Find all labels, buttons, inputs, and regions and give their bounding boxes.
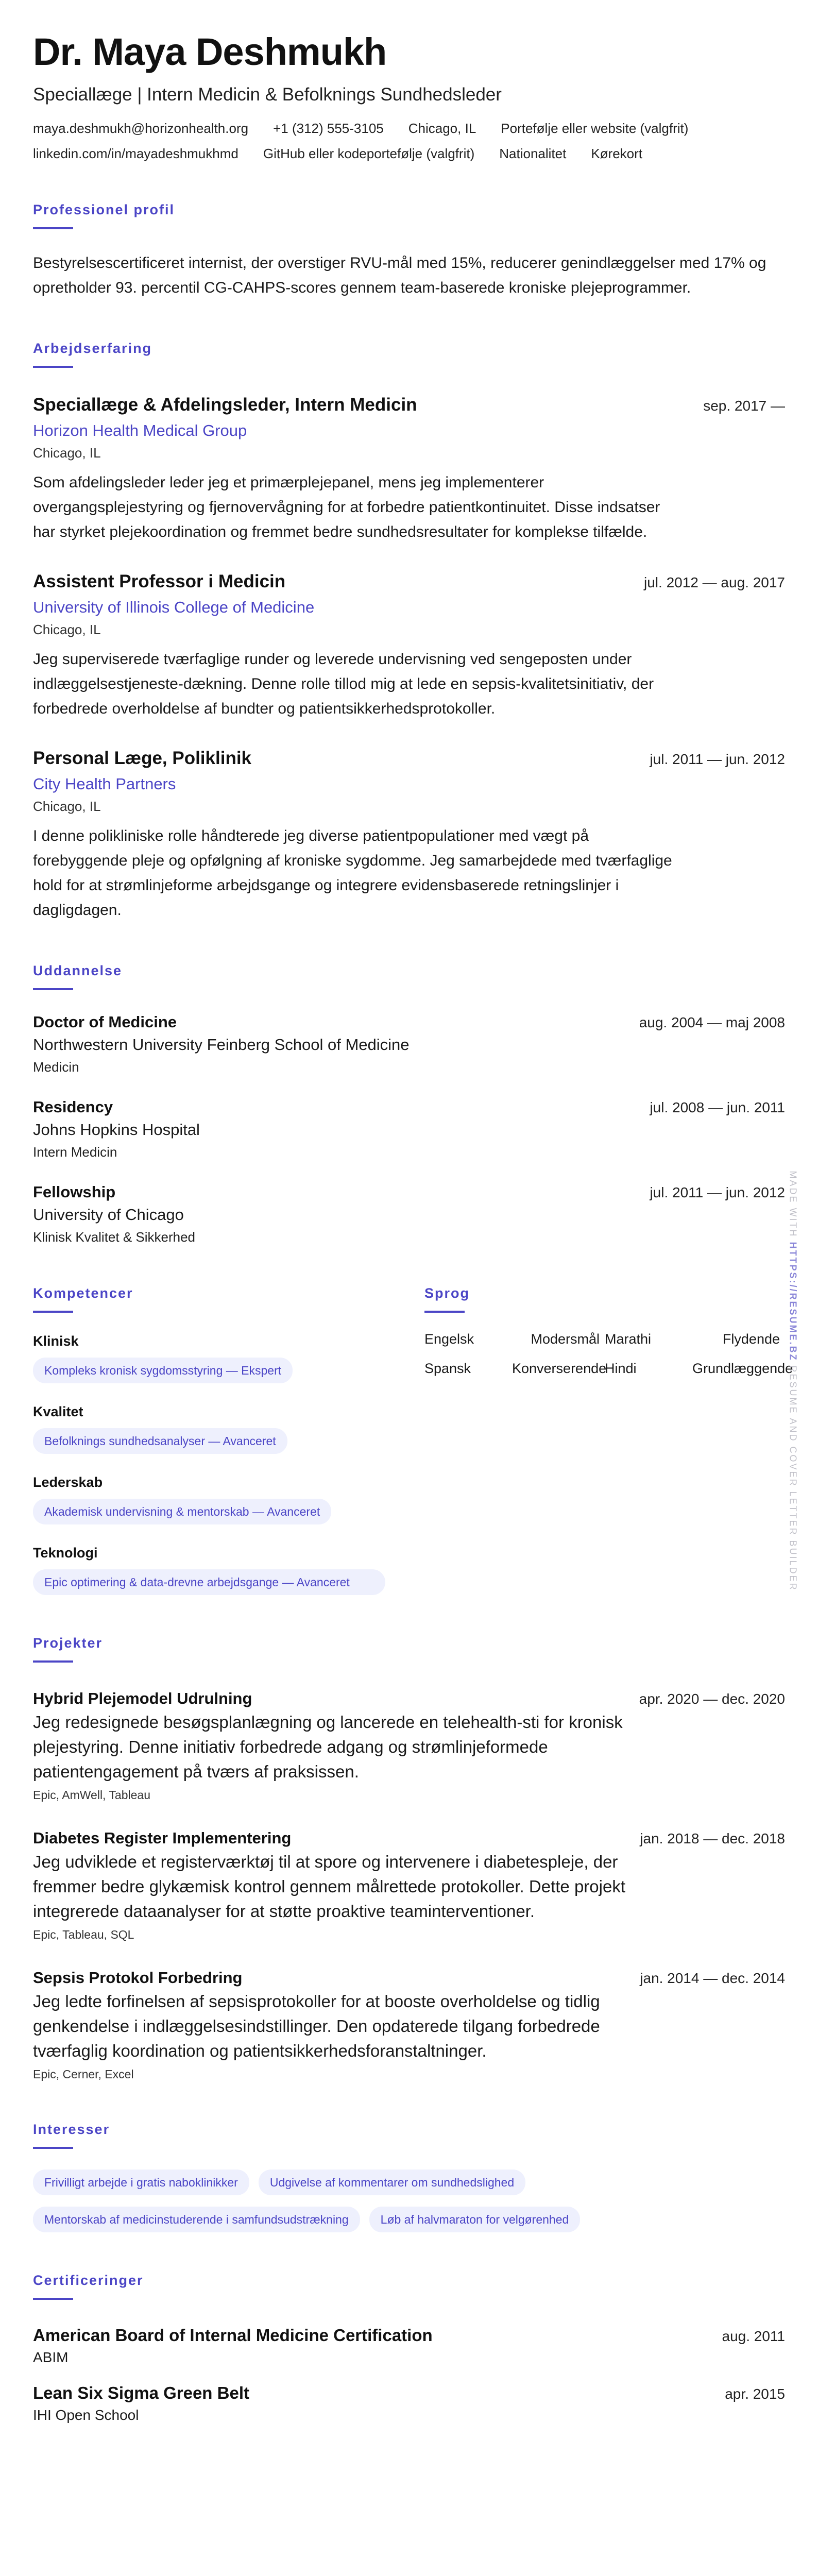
watermark-prefix: MADE WITH xyxy=(788,1171,798,1238)
watermark-link[interactable]: HTTPS://RESUME.BZ xyxy=(788,1242,798,1362)
section-rule xyxy=(33,227,73,229)
section-rule xyxy=(33,2147,73,2149)
interest-chip: Mentorskab af medicinstuderende i samfundsudstrækning xyxy=(33,2207,360,2232)
skill-group xyxy=(33,1404,424,1454)
project-date: jan. 2018 — dec. 2018 xyxy=(640,1831,785,1846)
builder-watermark-text xyxy=(788,1170,798,1592)
section-rule xyxy=(424,1311,465,1313)
project-date: jan. 2014 — dec. 2014 xyxy=(640,1970,785,1986)
project-title: Sepsis Protokol Forbedring xyxy=(33,1969,243,1987)
contact-list xyxy=(33,121,795,162)
job-company: Horizon Health Medical Group xyxy=(33,421,247,439)
contact-phone[interactable]: +1 (312) 555-3105 xyxy=(273,121,384,136)
language-name: Engelsk xyxy=(424,1331,474,1347)
job-title: Assistent Professor i Medicin xyxy=(33,571,286,591)
skill-group-name: Kvalitet xyxy=(33,1404,83,1419)
project-title: Diabetes Register Implementering xyxy=(33,1829,292,1847)
section-title: Certificeringer xyxy=(33,2273,144,2288)
job-description: I denne polikliniske rolle håndterede jeg diverse patientpopulationer med vægt på forebyggende pleje og opfølgning af kroniske sygdomme. Jeg samarbejdede med tværfaglige hold for at strømlinjeforme arbejdsgange og integrere evidensbaserede retningslinjer i dagligdagen. xyxy=(33,827,672,919)
contact-github[interactable]: GitHub eller kodeportefølje (valgfrit) xyxy=(263,146,475,161)
certification-entry xyxy=(33,2383,785,2424)
language-name: Marathi xyxy=(605,1331,652,1347)
section-title: Interesser xyxy=(33,2122,110,2137)
education-entry xyxy=(33,1098,785,1160)
education-field: Medicin xyxy=(33,1059,79,1075)
job-title: Personal Læge, Poliklinik xyxy=(33,748,252,768)
profile-text: Bestyrelsescertificeret internist, der overstiger RVU-mål med 15%, reducerer genindlæggelser med 17% og opretholder 93. percentil CG-CAHPS-scores gennem team-baserede kroniske plejeprogrammer. xyxy=(33,255,766,296)
job-company: University of Illinois College of Medicine xyxy=(33,598,315,616)
project-date: apr. 2020 — dec. 2020 xyxy=(639,1691,785,1707)
skill-group-name: Teknologi xyxy=(33,1545,98,1561)
section-title: Projekter xyxy=(33,1635,103,1651)
education-institution: University of Chicago xyxy=(33,1206,184,1224)
education-entry xyxy=(33,1183,785,1245)
language-name: Spansk xyxy=(424,1361,471,1376)
job-date: jul. 2011 — jun. 2012 xyxy=(650,751,785,767)
language-name: Hindi xyxy=(605,1361,637,1376)
education-date: aug. 2004 — maj 2008 xyxy=(639,1014,785,1030)
certification-name: Lean Six Sigma Green Belt xyxy=(33,2383,249,2402)
candidate-headline: Speciallæge | Intern Medicin & Befolknings Sundhedsleder xyxy=(33,84,502,105)
section-title: Kompetencer xyxy=(33,1285,133,1301)
skill-chip: Epic optimering & data-drevne arbejdsgange — Avanceret xyxy=(33,1569,385,1595)
skill-chip: Befolknings sundhedsanalyser — Avanceret xyxy=(33,1428,287,1454)
contact-portfolio[interactable]: Portefølje eller website (valgfrit) xyxy=(501,121,689,136)
certification-entry xyxy=(33,2326,785,2366)
skill-chip: Akademisk undervisning & mentorskab — Avanceret xyxy=(33,1499,331,1524)
education-section xyxy=(33,963,785,1245)
project-tech: Epic, Cerner, Excel xyxy=(33,2067,134,2081)
project-entry xyxy=(33,1689,785,1802)
job-location: Chicago, IL xyxy=(33,445,101,461)
job-date: sep. 2017 — xyxy=(703,398,785,414)
skill-group xyxy=(33,1475,424,1524)
job-description: Jeg superviserede tværfaglige runder og leverede undervisning ved sengeposten under indlæggelsestjeneste-dækning. Denne rolle tillod mig at lede en sepsis-kvalitetsinitiativ, der forbedrede overholdelse af bundter og patientsikkerhedsprotokoller. xyxy=(33,651,654,717)
project-title: Hybrid Plejemodel Udrulning xyxy=(33,1689,252,1707)
language-list xyxy=(424,1331,793,1377)
project-description: Jeg udviklede et registerværktøj til at spore og intervenere i diabetespleje, der fremmer bedre glykæmisk kontrol gennem målrettede protokoller. Dette projekt integrerede dataanalyser for at støtte proaktive teaminterventioner. xyxy=(33,1852,625,1921)
projects-section xyxy=(33,1635,785,2081)
skills-section xyxy=(33,1285,424,1595)
education-date: jul. 2011 — jun. 2012 xyxy=(650,1184,785,1200)
skill-group-name: Lederskab xyxy=(33,1475,103,1490)
job-description: Som afdelingsleder leder jeg et primærplejepanel, mens jeg implementerer overgangsplejestyring og fjernovervågning for at forbedre patientkontinuitet. Disse indsatser har styrket plejekoordination og fremmet bedre sundhedsresultater for komplekse tilfælde. xyxy=(33,474,660,540)
contact-nationality: Nationalitet xyxy=(499,146,567,161)
interest-chip: Frivilligt arbejde i gratis naboklinikker xyxy=(33,2170,249,2195)
job-entry xyxy=(33,748,785,923)
contact-email[interactable]: maya.deshmukh@horizonhealth.org xyxy=(33,121,249,136)
education-degree: Doctor of Medicine xyxy=(33,1013,177,1031)
interests-section xyxy=(33,2122,785,2232)
language-level: Konverserende xyxy=(512,1361,607,1376)
contact-location: Chicago, IL xyxy=(408,121,476,136)
skill-group xyxy=(33,1333,424,1383)
section-title: Sprog xyxy=(424,1285,470,1301)
education-institution: Northwestern University Feinberg School of Medicine xyxy=(33,1036,410,1054)
project-tech: Epic, AmWell, Tableau xyxy=(33,1788,150,1802)
job-entry xyxy=(33,395,785,545)
section-title: Arbejdserfaring xyxy=(33,341,152,356)
project-tech: Epic, Tableau, SQL xyxy=(33,1928,134,1941)
section-title: Professionel profil xyxy=(33,202,175,217)
language-level: Modersmål xyxy=(531,1331,600,1347)
watermark-suffix: RESUME AND COVER LETTER BUILDER xyxy=(788,1365,798,1591)
section-rule xyxy=(33,2298,73,2300)
section-rule xyxy=(33,366,73,368)
certification-date: aug. 2011 xyxy=(722,2328,785,2344)
section-rule xyxy=(33,1660,73,1663)
builder-watermark xyxy=(785,1172,800,1595)
education-field: Klinisk Kvalitet & Sikkerhed xyxy=(33,1229,196,1245)
experience-section xyxy=(33,341,785,923)
job-entry xyxy=(33,571,785,721)
job-title: Speciallæge & Afdelingsleder, Intern Medicin xyxy=(33,395,417,415)
section-title: Uddannelse xyxy=(33,963,123,978)
contact-linkedin[interactable]: linkedin.com/in/mayadeshmukhmd xyxy=(33,146,238,161)
candidate-name: Dr. Maya Deshmukh xyxy=(33,30,387,73)
certifications-section xyxy=(33,2273,785,2424)
project-entry xyxy=(33,1829,785,1942)
certification-date: apr. 2015 xyxy=(725,2386,785,2402)
skill-group-name: Klinisk xyxy=(33,1333,79,1349)
project-description: Jeg redesignede besøgsplanlægning og lancerede en telehealth-sti for kronisk plejestyring. Denne initiativ forbedrede adgang og strømlinjeformede patientengagement på tværs af praksissen. xyxy=(33,1713,623,1781)
interest-list xyxy=(33,2170,703,2232)
education-degree: Fellowship xyxy=(33,1183,116,1201)
skill-chip: Kompleks kronisk sygdomsstyring — Ekspert xyxy=(33,1358,293,1383)
interest-chip: Løb af halvmaraton for velgørenhed xyxy=(369,2207,581,2232)
job-date: jul. 2012 — aug. 2017 xyxy=(644,574,785,590)
language-level: Flydende xyxy=(722,1331,780,1347)
profile-section xyxy=(33,202,785,300)
project-entry xyxy=(33,1969,785,2081)
contact-drivers-license: Kørekort xyxy=(591,146,643,161)
job-location: Chicago, IL xyxy=(33,799,101,814)
certification-issuer: IHI Open School xyxy=(33,2407,139,2423)
education-date: jul. 2008 — jun. 2011 xyxy=(650,1099,785,1115)
project-description: Jeg ledte forfinelsen af sepsisprotokoller for at booste overholdelse og tidlig genkendelse i indlæggelsesindstillinger. Den opdaterede tilgang forbedrede tværfaglig koordination og patientsikkerhedsforanstaltninger. xyxy=(33,1992,600,2060)
skill-group xyxy=(33,1545,424,1595)
education-field: Intern Medicin xyxy=(33,1144,117,1160)
interest-chip: Udgivelse af kommentarer om sundhedslighed xyxy=(259,2170,525,2195)
job-location: Chicago, IL xyxy=(33,622,101,637)
certification-issuer: ABIM xyxy=(33,2349,69,2365)
language-level: Grundlæggende xyxy=(692,1361,793,1376)
job-company: City Health Partners xyxy=(33,775,176,793)
education-entry xyxy=(33,1013,785,1075)
education-institution: Johns Hopkins Hospital xyxy=(33,1121,200,1139)
section-rule xyxy=(33,988,73,990)
education-degree: Residency xyxy=(33,1098,113,1116)
certification-name: American Board of Internal Medicine Certification xyxy=(33,2326,433,2345)
section-rule xyxy=(33,1311,73,1313)
